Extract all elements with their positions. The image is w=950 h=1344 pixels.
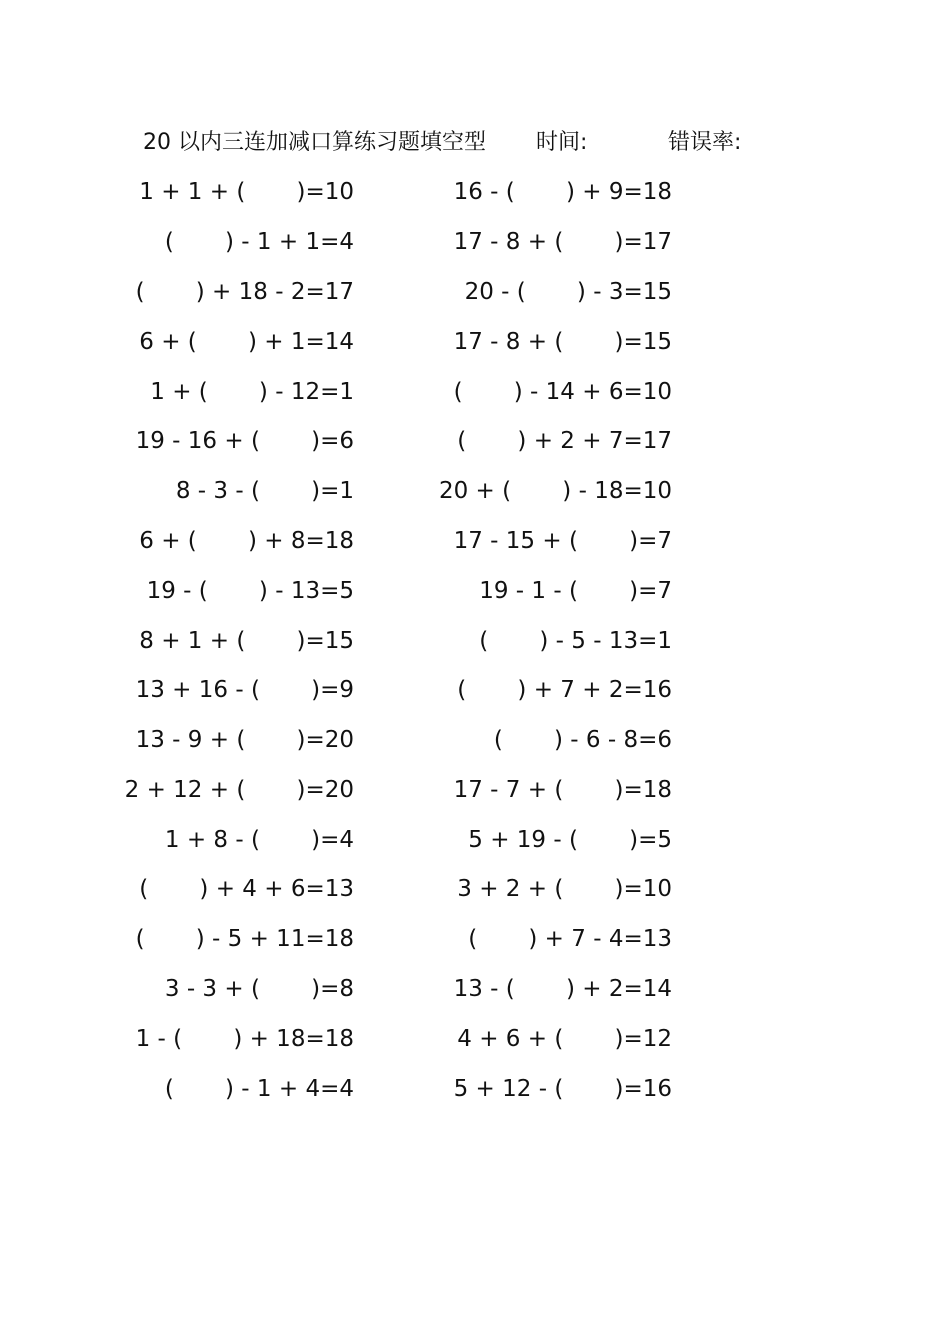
problem-left-3: ( ) + 18 - 2=17: [135, 279, 354, 305]
problem-right-15: 3 + 2 + ( )=10: [457, 876, 672, 902]
problem-right-6: ( ) + 2 + 7=17: [457, 428, 672, 454]
problem-left-10: 8 + 1 + ( )=15: [139, 628, 354, 654]
problem-right-10: ( ) - 5 - 13=1: [479, 628, 672, 654]
problem-right-1: 16 - ( ) + 9=18: [453, 179, 672, 205]
problem-right-16: ( ) + 7 - 4=13: [468, 926, 672, 952]
problem-left-16: ( ) - 5 + 11=18: [135, 926, 354, 952]
problem-right-13: 17 - 7 + ( )=18: [453, 777, 672, 803]
problem-left-11: 13 + 16 - ( )=9: [135, 677, 354, 703]
worksheet-title: 20 以内三连加减口算练习题填空型: [143, 130, 486, 155]
problem-left-7: 8 - 3 - ( )=1: [175, 478, 354, 504]
problem-right-14: 5 + 19 - ( )=5: [468, 827, 672, 853]
problem-right-11: ( ) + 7 + 2=16: [457, 677, 672, 703]
problem-left-5: 1 + ( ) - 12=1: [150, 379, 354, 405]
problem-right-4: 17 - 8 + ( )=15: [453, 329, 672, 355]
problem-left-6: 19 - 16 + ( )=6: [135, 428, 354, 454]
problem-left-12: 13 - 9 + ( )=20: [135, 727, 354, 753]
problem-right-8: 17 - 15 + ( )=7: [453, 528, 672, 554]
error-rate-label: 错误率:: [668, 130, 742, 155]
problem-right-17: 13 - ( ) + 2=14: [453, 976, 672, 1002]
problem-right-5: ( ) - 14 + 6=10: [453, 379, 672, 405]
problem-left-15: ( ) + 4 + 6=13: [139, 876, 354, 902]
worksheet-header: [143, 127, 783, 159]
problem-right-18: 4 + 6 + ( )=12: [457, 1026, 672, 1052]
problem-left-13: 2 + 12 + ( )=20: [124, 777, 354, 803]
problem-right-12: ( ) - 6 - 8=6: [493, 727, 672, 753]
problem-left-18: 1 - ( ) + 18=18: [135, 1026, 354, 1052]
problem-left-19: ( ) - 1 + 4=4: [164, 1076, 354, 1102]
problem-right-7: 20 + ( ) - 18=10: [438, 478, 672, 504]
problem-right-9: 19 - 1 - ( )=7: [479, 578, 672, 604]
problem-left-4: 6 + ( ) + 1=14: [139, 329, 354, 355]
problem-right-19: 5 + 12 - ( )=16: [453, 1076, 672, 1102]
problem-right-3: 20 - ( ) - 3=15: [464, 279, 672, 305]
problem-left-1: 1 + 1 + ( )=10: [139, 179, 354, 205]
problem-left-14: 1 + 8 - ( )=4: [164, 827, 354, 853]
problem-left-2: ( ) - 1 + 1=4: [164, 229, 354, 255]
problem-right-2: 17 - 8 + ( )=17: [453, 229, 672, 255]
problem-left-17: 3 - 3 + ( )=8: [164, 976, 354, 1002]
problem-left-9: 19 - ( ) - 13=5: [146, 578, 354, 604]
problem-left-8: 6 + ( ) + 8=18: [139, 528, 354, 554]
time-label: 时间:: [536, 130, 588, 155]
